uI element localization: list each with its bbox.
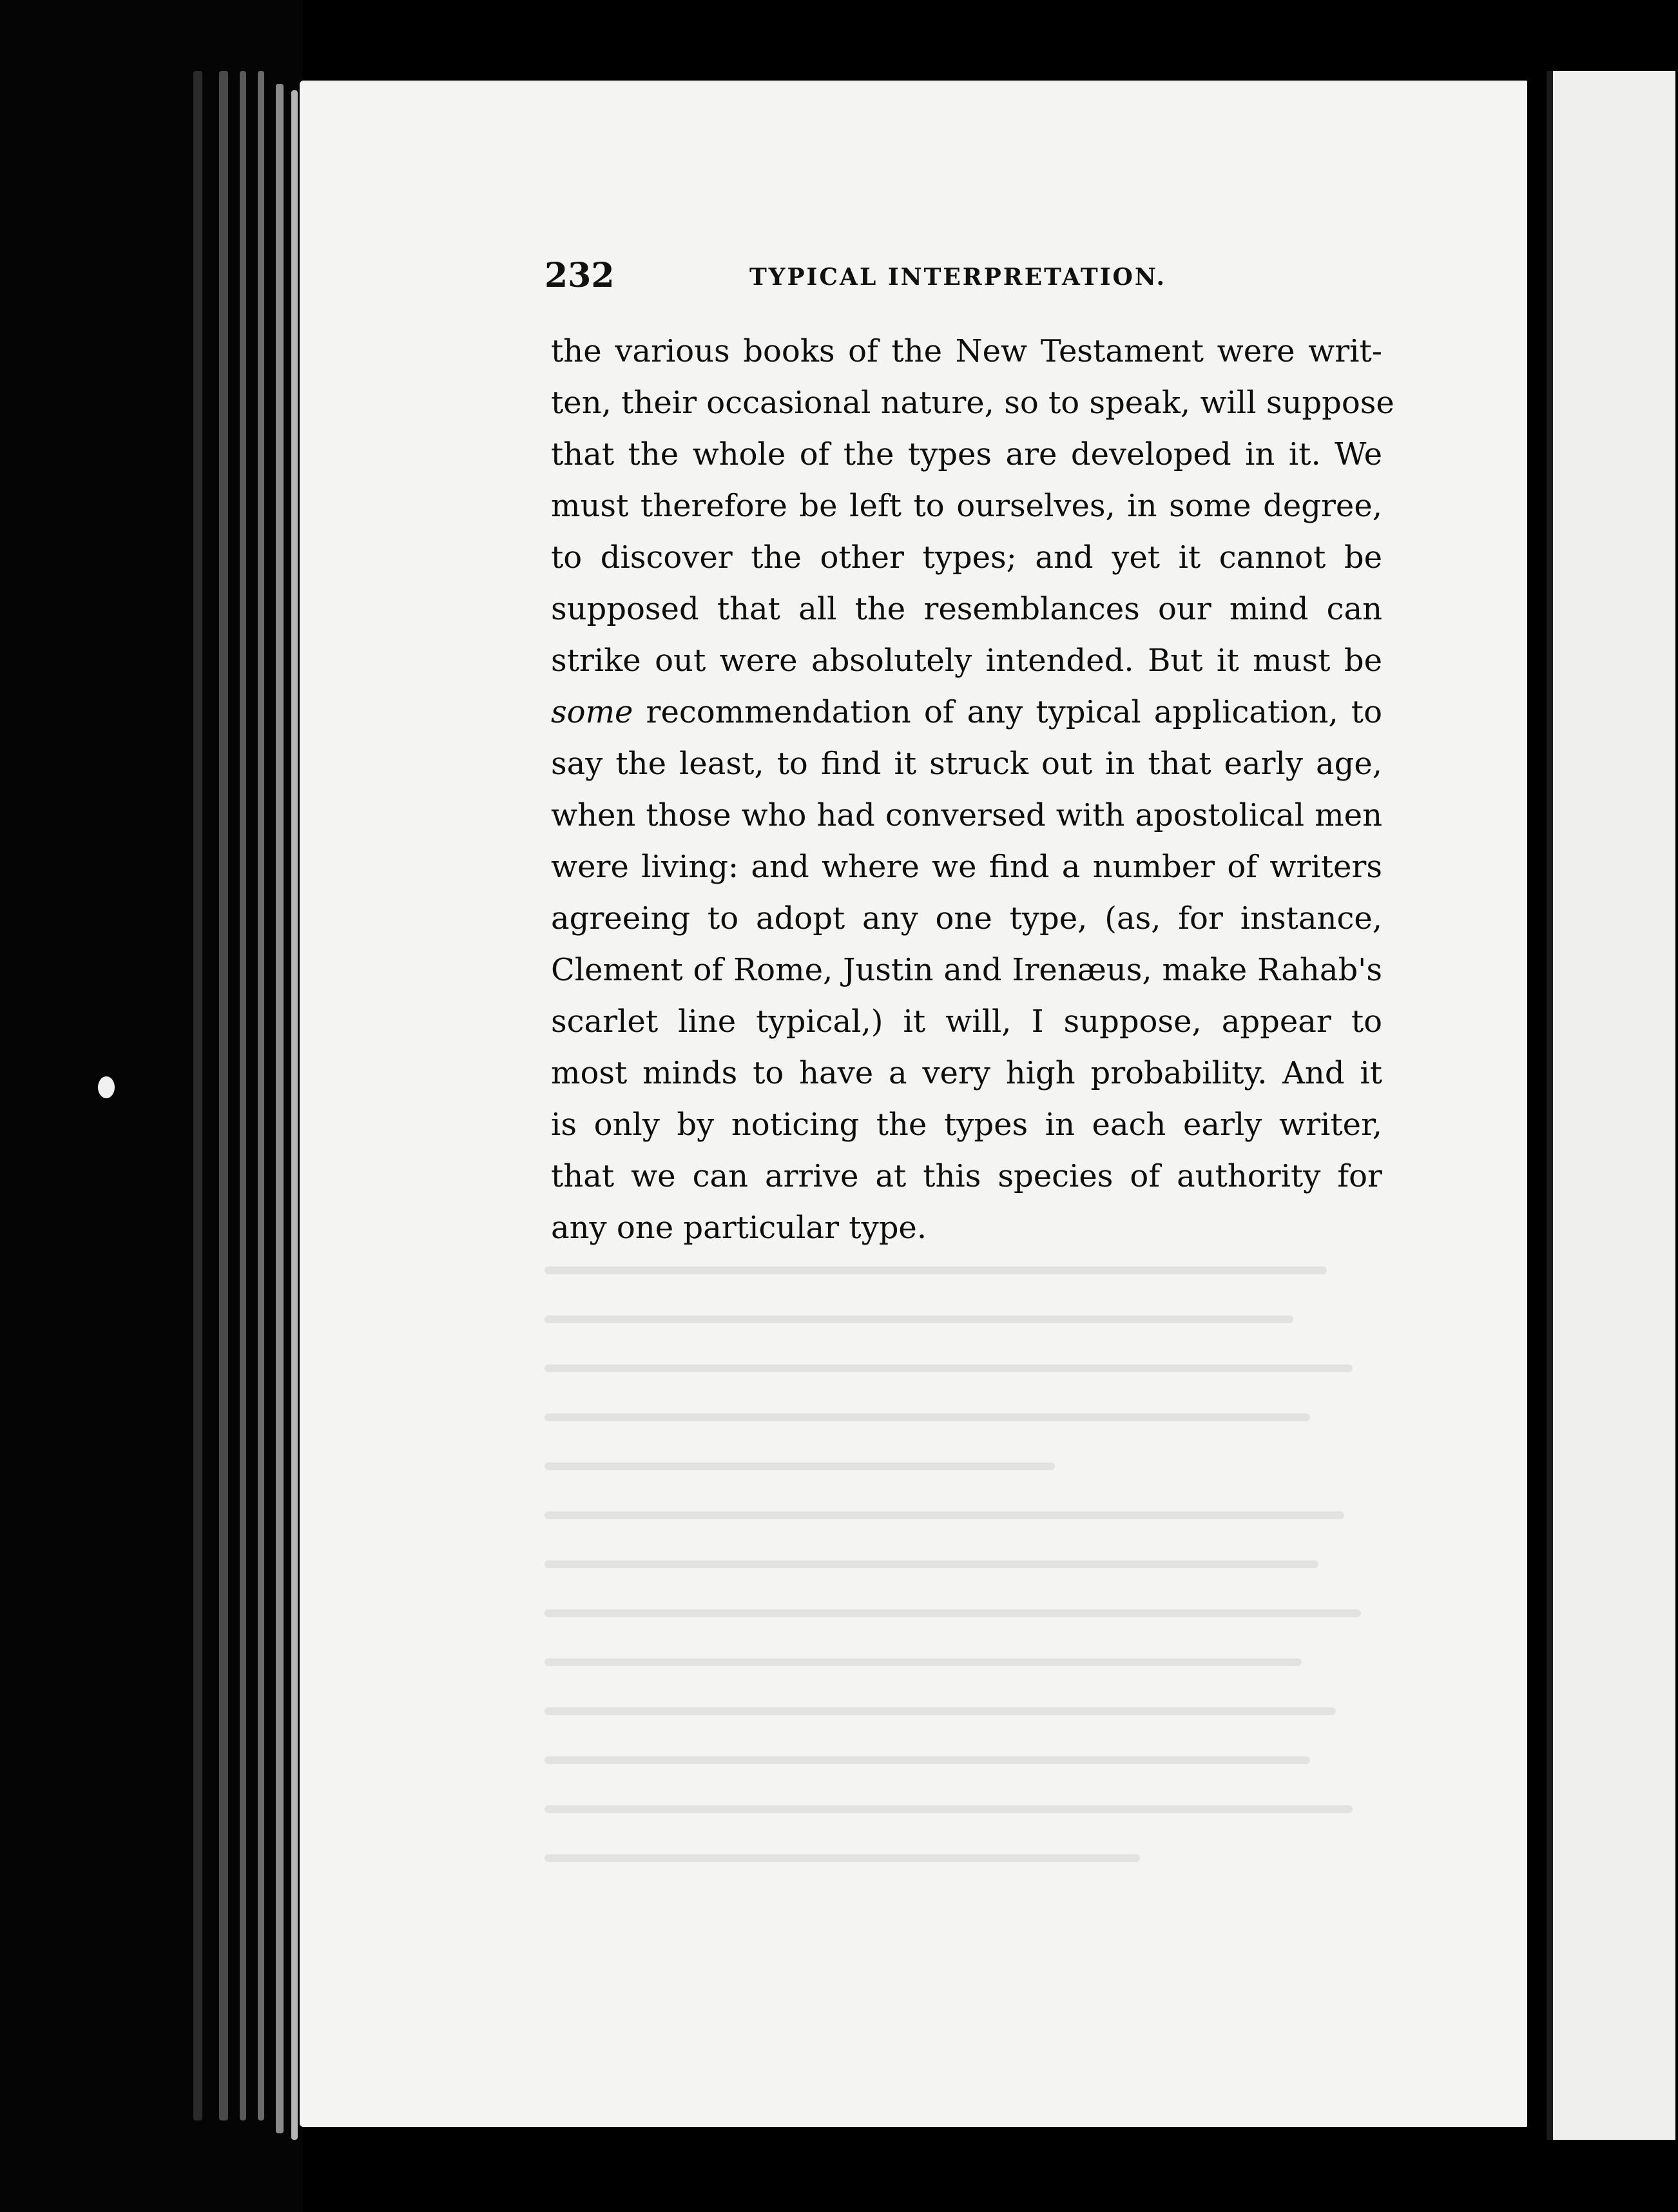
page-edge <box>258 71 264 2120</box>
show-through-line <box>545 1854 1140 1862</box>
page-edge <box>240 71 246 2120</box>
text-line: say the least, to find it struck out in that early age, <box>551 746 1382 782</box>
text-line: strike out were absolutely intended. But it must be <box>551 643 1382 679</box>
show-through-line <box>545 1266 1327 1274</box>
text-line: to discover the other types; and yet it cannot be <box>551 539 1382 576</box>
text-line: when those who had conversed with apostolical men <box>551 797 1382 833</box>
page-edge <box>276 84 284 2133</box>
running-head: TYPICAL INTERPRETATION. <box>749 264 1167 291</box>
show-through-line <box>545 1413 1310 1421</box>
show-through-text <box>545 1266 1395 1988</box>
show-through-line <box>545 1315 1293 1323</box>
show-through-line <box>545 1805 1353 1813</box>
page-edge <box>219 71 228 2120</box>
show-through-line <box>545 1756 1310 1764</box>
page-header <box>545 256 1447 314</box>
show-through-line <box>545 1609 1361 1617</box>
show-through-line <box>545 1658 1302 1666</box>
facing-page <box>1547 71 1675 2140</box>
page-edge <box>291 90 298 2140</box>
text-line: that the whole of the types are developed in it. We <box>551 436 1382 472</box>
text-line-rest: recommendation of any typical application, to <box>646 694 1382 730</box>
text-line: any one particular type. <box>551 1210 927 1246</box>
text-line: ten, their occasional nature, so to speak, will suppose <box>551 385 1394 421</box>
text-line: supposed that all the resemblances our mind can <box>551 591 1382 627</box>
show-through-line <box>545 1462 1055 1470</box>
text-line: most minds to have a very high probability. And it <box>551 1055 1382 1091</box>
text-line: the various books of the New Testament were writ- <box>551 333 1382 369</box>
scan-blemish <box>98 1076 115 1098</box>
show-through-line <box>545 1707 1336 1715</box>
book-page <box>300 81 1527 2127</box>
italic-word: some <box>551 694 633 730</box>
page-number: 232 <box>545 256 615 295</box>
text-line: that we can arrive at this species of authority for <box>551 1158 1382 1194</box>
text-line: agreeing to adopt any one type, (as, for instance, <box>551 900 1382 936</box>
body-text <box>551 325 1394 1254</box>
show-through-line <box>545 1560 1318 1568</box>
text-line-with-italic <box>551 686 1382 738</box>
text-line: were living: and where we find a number of writers <box>551 849 1382 885</box>
text-line: Clement of Rome, Justin and Irenæus, make Rahab's <box>551 952 1382 988</box>
show-through-line <box>545 1364 1353 1372</box>
text-line: is only by noticing the types in each early writer, <box>551 1107 1382 1143</box>
text-line: scarlet line typical,) it will, I suppose, appear to <box>551 1004 1382 1040</box>
show-through-line <box>545 1511 1344 1519</box>
text-line: must therefore be left to ourselves, in some degree, <box>551 488 1382 524</box>
page-edge <box>193 71 202 2120</box>
book-spine <box>0 0 303 2212</box>
